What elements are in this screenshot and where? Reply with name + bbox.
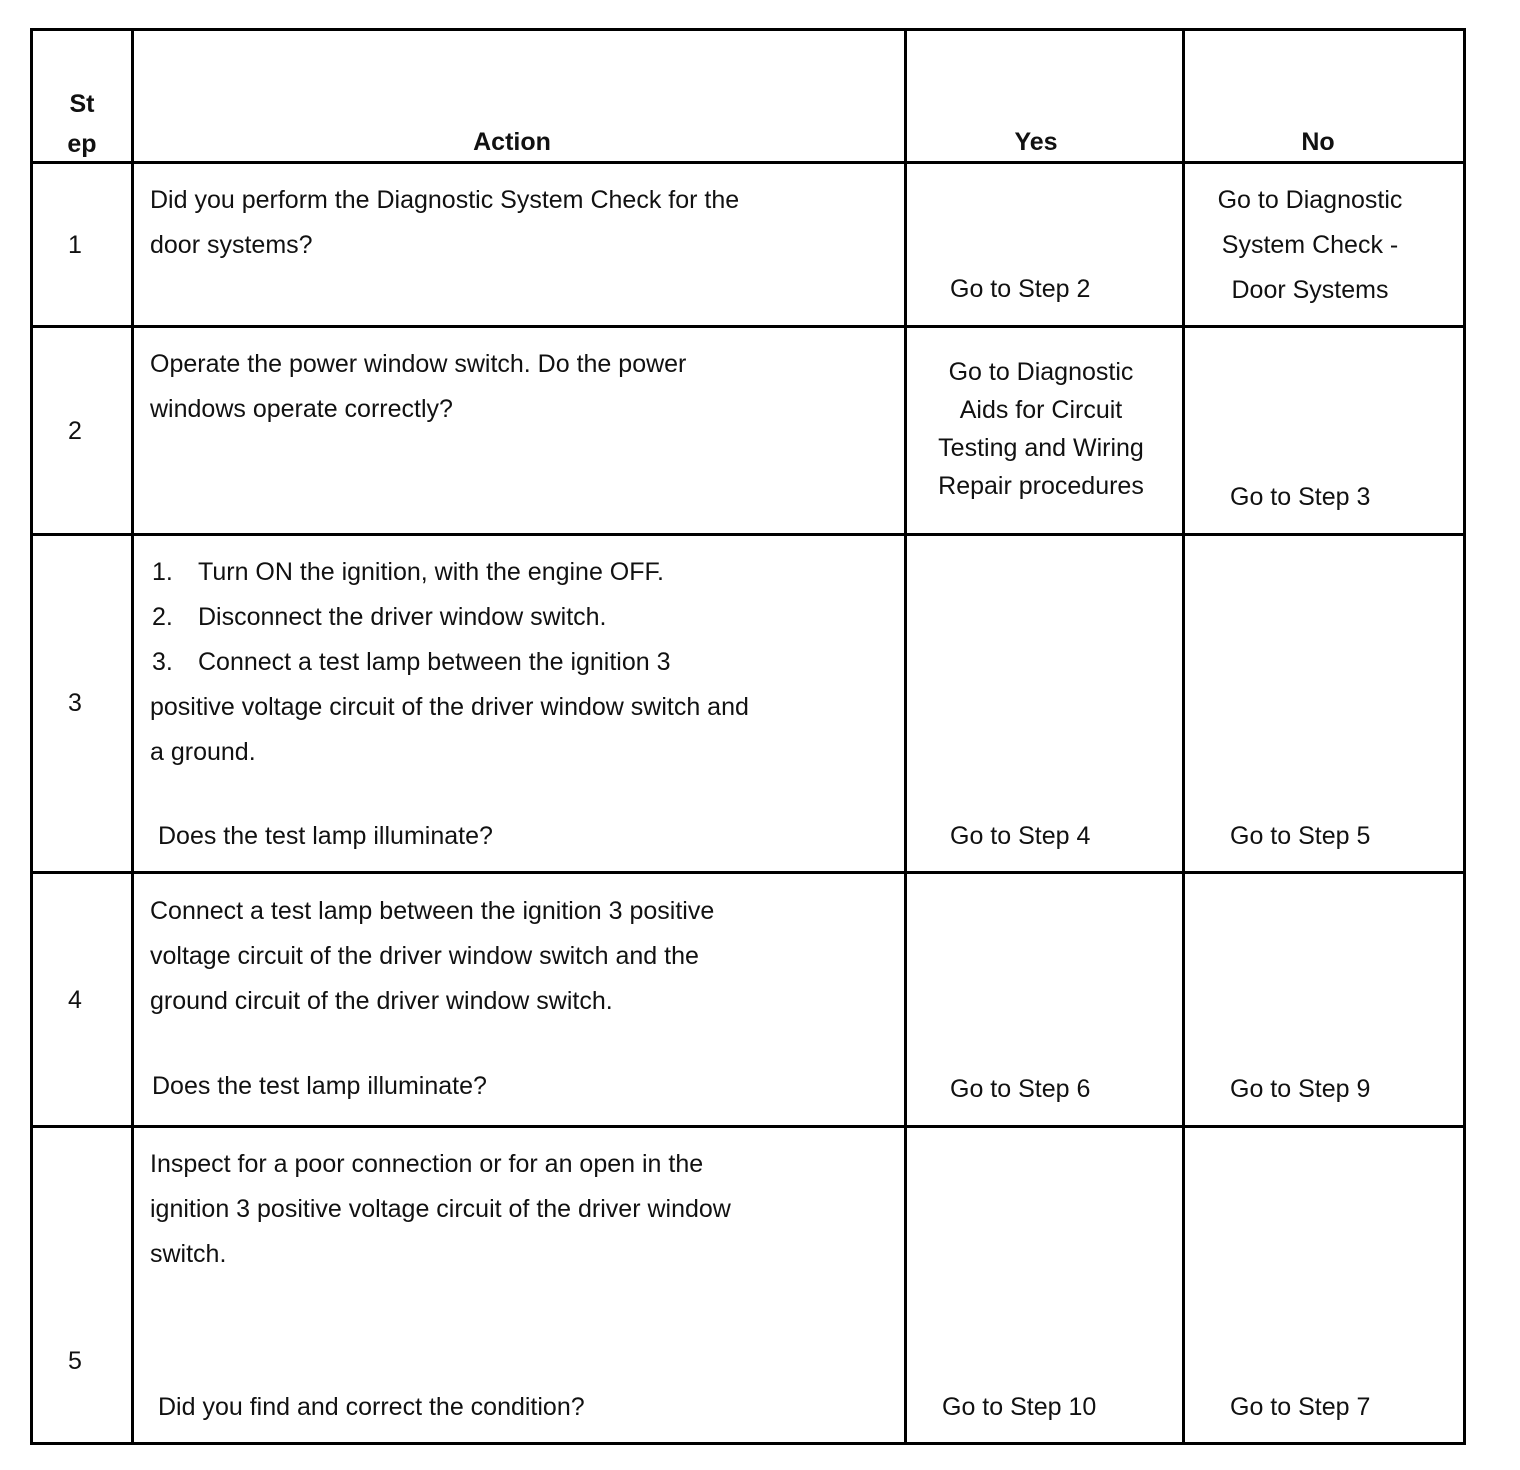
- action-2: [150, 342, 890, 432]
- table-rule-3: [30, 871, 1466, 874]
- action-3: [152, 550, 892, 775]
- no-2: Go to Step 3: [1230, 483, 1371, 511]
- substep-3-number: 3.: [152, 648, 173, 676]
- yes-2-line-1: Go to Diagnostic: [948, 358, 1134, 386]
- table-divider-action: [904, 28, 907, 1445]
- header-no: No: [1301, 128, 1335, 156]
- yes-3: Go to Step 4: [950, 822, 1091, 850]
- yes-2-line-3: Testing and Wiring: [938, 434, 1144, 462]
- action-5-line-1: Inspect for a poor connection or for an open in the: [150, 1150, 704, 1178]
- step-number-5: 5: [68, 1347, 82, 1375]
- action-3-substeps: [152, 550, 892, 685]
- yes-2-line-2: Aids for Circuit: [959, 396, 1123, 424]
- header-yes: Yes: [1014, 128, 1058, 156]
- action-4-line-2: voltage circuit of the driver window switch and the: [150, 942, 699, 970]
- substep-1-number: 1.: [152, 558, 173, 586]
- action-3-substep-1: [152, 550, 892, 595]
- action-3-substep-3: [152, 640, 892, 685]
- no-1-line-1: Go to Diagnostic: [1217, 186, 1403, 214]
- header-action: Action: [473, 128, 551, 156]
- substep-1-text: Turn ON the ignition, with the engine OFF.: [198, 558, 664, 586]
- action-3-substep-2: [152, 595, 892, 640]
- action-4-question: Does the test lamp illuminate?: [152, 1072, 487, 1100]
- substep-3-text: Connect a test lamp between the ignition 3: [198, 648, 671, 676]
- action-4: [150, 889, 890, 1024]
- table-rule-2: [30, 533, 1466, 536]
- action-2-line-2: windows operate correctly?: [150, 395, 453, 423]
- no-1-line-3: Door Systems: [1231, 276, 1389, 304]
- action-1-line-1: Did you perform the Diagnostic System Check for the: [150, 186, 740, 214]
- no-5: Go to Step 7: [1230, 1393, 1371, 1421]
- action-1: [150, 178, 890, 268]
- step-number-3: 3: [68, 689, 82, 717]
- yes-5: Go to Step 10: [942, 1393, 1097, 1421]
- step-number-4: 4: [68, 986, 82, 1014]
- no-3: Go to Step 5: [1230, 822, 1371, 850]
- header-step: [33, 84, 131, 164]
- action-5: [150, 1142, 890, 1277]
- yes-2-line-4: Repair procedures: [938, 472, 1144, 500]
- table-border-top: [30, 28, 1466, 31]
- no-1: [1185, 178, 1435, 313]
- action-4-line-3: ground circuit of the driver window switch.: [150, 987, 613, 1015]
- action-3-line-5: a ground.: [150, 738, 256, 766]
- action-5-line-2: ignition 3 positive voltage circuit of the driver window: [150, 1195, 731, 1223]
- action-3-question: Does the test lamp illuminate?: [158, 822, 493, 850]
- action-3-line-4: positive voltage circuit of the driver window switch and: [150, 693, 749, 721]
- no-1-line-2: System Check -: [1221, 231, 1399, 259]
- yes-2: [912, 353, 1170, 505]
- substep-2-number: 2.: [152, 603, 173, 631]
- yes-4: Go to Step 6: [950, 1075, 1091, 1103]
- action-5-question: Did you find and correct the condition?: [158, 1393, 585, 1421]
- step-number-1: 1: [68, 231, 82, 259]
- table-border-right: [1463, 28, 1466, 1445]
- action-5-line-3: switch.: [150, 1240, 227, 1268]
- header-step-line2: ep: [67, 130, 97, 158]
- no-4: Go to Step 9: [1230, 1075, 1371, 1103]
- table-rule-1: [30, 325, 1466, 328]
- yes-1: Go to Step 2: [950, 275, 1091, 303]
- table-rule-4: [30, 1125, 1466, 1128]
- action-1-line-2: door systems?: [150, 231, 313, 259]
- step-number-2: 2: [68, 417, 82, 445]
- table-divider-step: [131, 28, 134, 1445]
- action-4-line-1: Connect a test lamp between the ignition 3 positive: [150, 897, 715, 925]
- header-step-line1: St: [69, 90, 95, 118]
- action-2-line-1: Operate the power window switch. Do the power: [150, 350, 687, 378]
- substep-2-text: Disconnect the driver window switch.: [198, 603, 607, 631]
- table-border-bottom: [30, 1442, 1466, 1445]
